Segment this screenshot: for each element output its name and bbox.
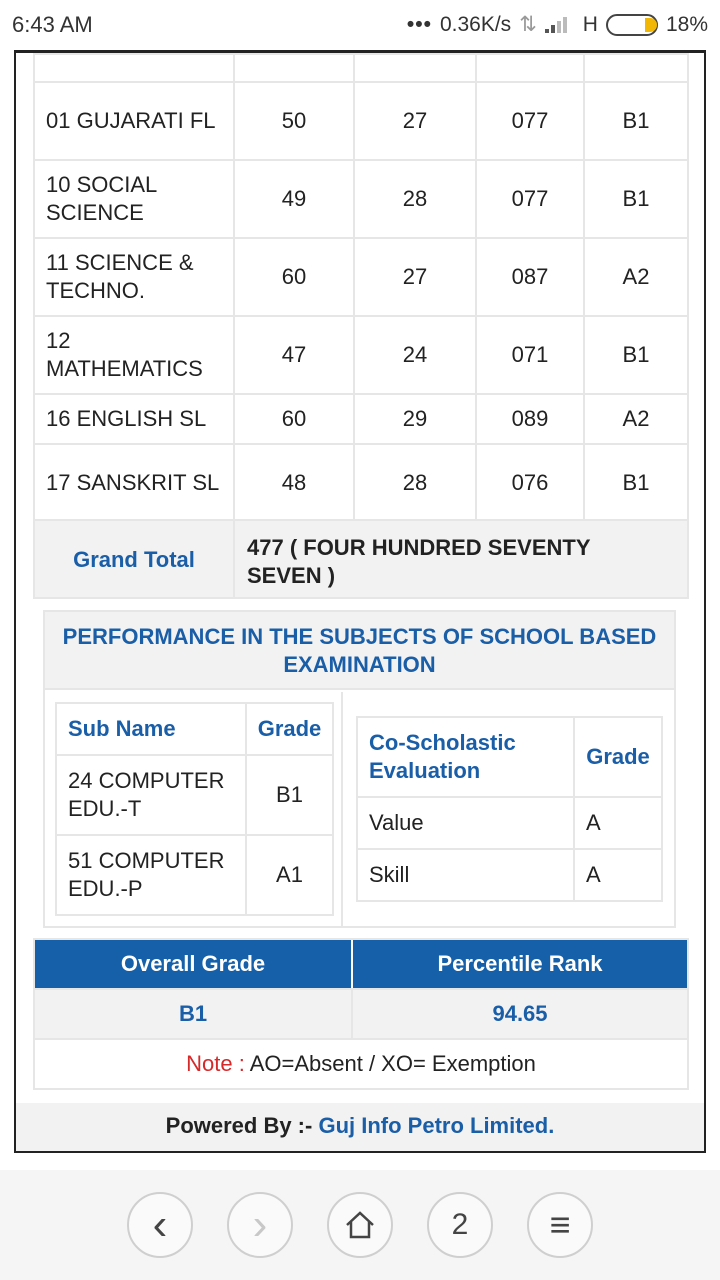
marks-value: 29	[354, 394, 476, 444]
overall-result	[33, 938, 689, 1090]
co-grade-header: Grade	[574, 717, 662, 797]
grand-total-row	[33, 519, 689, 599]
co-item-name: Skill	[357, 849, 574, 901]
marks-value: 28	[354, 444, 476, 522]
subject-grade: A2	[584, 238, 688, 316]
co-scholastic-table	[356, 716, 663, 902]
grand-total-label: Grand Total	[35, 521, 235, 599]
school-based-section	[43, 610, 676, 928]
subject-grade: A2	[584, 394, 688, 444]
co-scholastic-header: Co-Scholastic Evaluation	[357, 717, 574, 797]
back-button[interactable]	[127, 1192, 193, 1258]
note-text: AO=Absent / XO= Exemption	[244, 1051, 536, 1076]
forward-button[interactable]	[227, 1192, 293, 1258]
marks-total: 077	[476, 160, 584, 238]
co-scholastic-panel	[346, 692, 674, 926]
note-row	[35, 1038, 687, 1088]
marks-total: 071	[476, 316, 584, 394]
subject-name: 01 GUJARATI FL	[34, 82, 234, 160]
marks-value: 27	[354, 82, 476, 160]
tabs-count: 2	[451, 1208, 469, 1241]
subject-name: 11 SCIENCE & TECHNO.	[34, 238, 234, 316]
battery-icon	[606, 14, 658, 36]
school-subjects-table	[55, 702, 334, 916]
menu-icon: ≡	[549, 1204, 571, 1245]
network-type: H	[582, 12, 598, 36]
marks-total: 087	[476, 238, 584, 316]
browser-nav-bar	[0, 1170, 720, 1280]
status-indicators	[407, 12, 708, 37]
powered-by-link[interactable]: Guj Info Petro Limited.	[318, 1113, 555, 1138]
battery-percent: 18%	[665, 12, 708, 36]
status-bar	[0, 0, 720, 50]
status-time: 6:43 AM	[12, 12, 93, 37]
marks-table	[33, 53, 689, 523]
table-row	[357, 849, 662, 901]
table-row	[34, 82, 688, 160]
chevron-right-icon: ›	[252, 1200, 268, 1249]
data-transfer-icon: ⇅	[519, 13, 537, 36]
tabs-button[interactable]	[427, 1192, 493, 1258]
powered-by-label: Powered By :-	[165, 1113, 319, 1138]
sub-name-header: Sub Name	[56, 703, 246, 755]
marks-total: 089	[476, 394, 584, 444]
percentile-rank-value: 94.65	[492, 1001, 548, 1026]
marks-value: 49	[234, 160, 354, 238]
home-icon	[344, 1210, 376, 1240]
co-item-grade: A	[574, 849, 662, 901]
table-row	[357, 797, 662, 849]
webpage-frame	[14, 50, 706, 1153]
marks-value: 60	[234, 394, 354, 444]
table-row	[56, 835, 333, 915]
marks-value: 50	[234, 82, 354, 160]
table-row	[34, 54, 688, 82]
table-row	[34, 444, 688, 522]
marks-value: 24	[354, 316, 476, 394]
school-based-heading: PERFORMANCE IN THE SUBJECTS OF SCHOOL BASED EXAMINATION	[45, 612, 674, 690]
grade-header: Grade	[246, 703, 333, 755]
table-row	[34, 238, 688, 316]
school-subject-name: 24 COMPUTER EDU.-T	[56, 755, 246, 835]
subject-name: 12 MATHEMATICS	[34, 316, 234, 394]
overall-header-row	[35, 940, 687, 988]
table-row	[34, 394, 688, 444]
subject-grade: B1	[584, 160, 688, 238]
subject-grade: B1	[584, 444, 688, 522]
subject-grade: B1	[584, 82, 688, 160]
marks-value: 48	[234, 444, 354, 522]
grand-total-value: 477 ( FOUR HUNDRED SEVENTY SEVEN )	[247, 535, 591, 588]
table-row	[56, 755, 333, 835]
notification-dots-icon: •••	[406, 12, 432, 36]
table-row	[34, 160, 688, 238]
subject-name: 16 ENGLISH SL	[34, 394, 234, 444]
powered-by-footer	[16, 1103, 704, 1153]
school-subject-name: 51 COMPUTER EDU.-P	[56, 835, 246, 915]
menu-button[interactable]	[527, 1192, 593, 1258]
subject-name: 10 SOCIAL SCIENCE	[34, 160, 234, 238]
marks-value: 60	[234, 238, 354, 316]
marks-value: 27	[354, 238, 476, 316]
overall-value-row	[35, 988, 687, 1038]
overall-grade-label: Overall Grade	[35, 940, 353, 988]
co-item-grade: A	[574, 797, 662, 849]
subject-name: 17 SANSKRIT SL	[34, 444, 234, 522]
co-item-name: Value	[357, 797, 574, 849]
table-row	[34, 316, 688, 394]
marks-value: 47	[234, 316, 354, 394]
school-subjects-panel	[45, 692, 343, 926]
table-header-row	[357, 717, 662, 797]
chevron-left-icon: ‹	[152, 1200, 168, 1249]
table-header-row	[56, 703, 333, 755]
marks-total: 076	[476, 444, 584, 522]
subject-grade: B1	[584, 316, 688, 394]
home-button[interactable]	[327, 1192, 393, 1258]
school-subject-grade: B1	[246, 755, 333, 835]
overall-grade-value: B1	[35, 990, 353, 1038]
signal-icon	[545, 15, 575, 35]
school-subject-grade: A1	[246, 835, 333, 915]
marks-total: 077	[476, 82, 584, 160]
percentile-rank-label: Percentile Rank	[437, 951, 603, 976]
note-label: Note :	[186, 1051, 245, 1076]
marks-value: 28	[354, 160, 476, 238]
network-speed: 0.36K/s	[439, 12, 512, 36]
